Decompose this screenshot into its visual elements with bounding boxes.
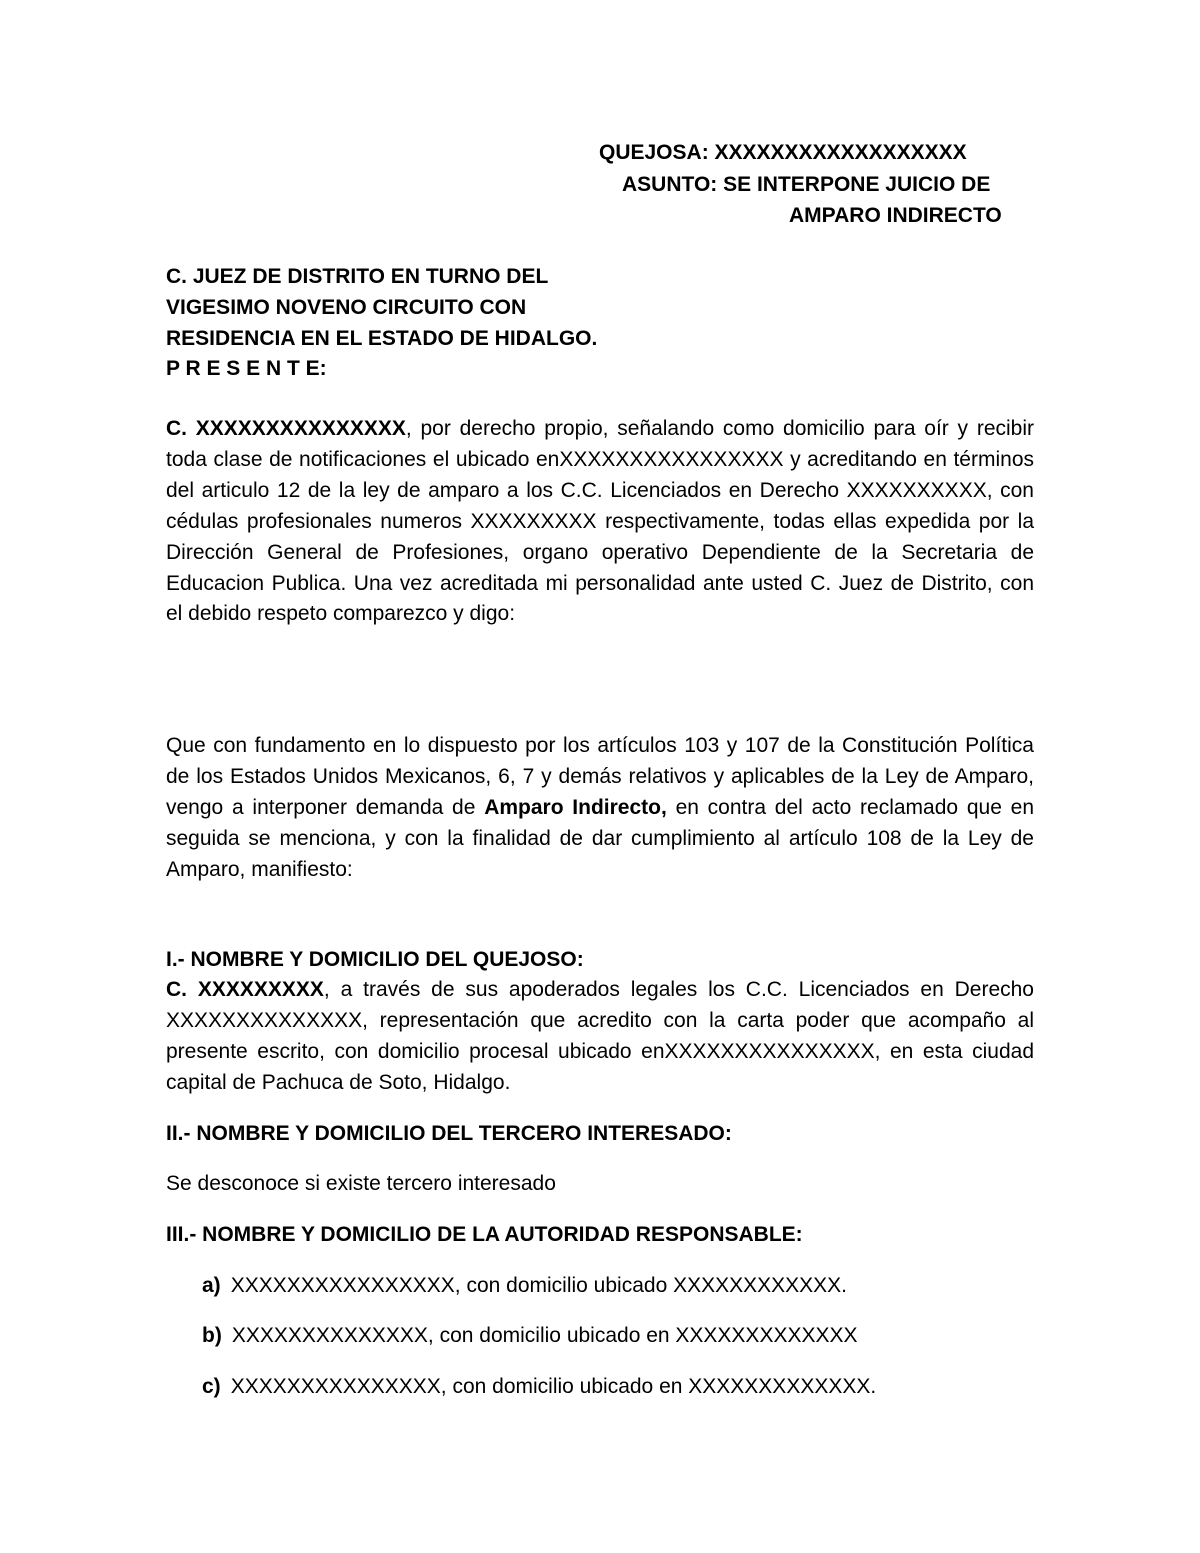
section1-heading: I.- NOMBRE Y DOMICILIO DEL QUEJOSO: (166, 948, 584, 971)
section2-text: Se desconoce si existe tercero interesado (166, 1172, 556, 1195)
fundamento-text-after: en contra del acto reclamado que en seguida se menciona, y con la finalidad de dar cumplimiento al artículo 108 de la Ley de Amparo, manifiesto: (166, 795, 1034, 881)
quejosa-line: QUEJOSA: XXXXXXXXXXXXXXXXXX (599, 141, 967, 164)
fundamento-paragraph (166, 731, 1034, 886)
section1-name: C. XXXXXXXXX (166, 978, 324, 1001)
section2-heading: II.- NOMBRE Y DOMICILIO DEL TERCERO INTERESADO: (166, 1122, 732, 1145)
intro-name: C. XXXXXXXXXXXXXXX (166, 417, 406, 440)
item-label: b) (202, 1324, 222, 1347)
item-label: a) (202, 1274, 221, 1297)
presente-line: P R E S E N T E: (166, 357, 327, 380)
item-text: XXXXXXXXXXXXXXXX, con domicilio ubicado XXXXXXXXXXXX. (230, 1274, 847, 1297)
section1-paragraph (166, 975, 1034, 1099)
intro-paragraph (166, 414, 1034, 630)
section3-heading: III.- NOMBRE Y DOMICILIO DE LA AUTORIDAD RESPONSABLE: (166, 1223, 803, 1246)
item-text: XXXXXXXXXXXXXX, con domicilio ubicado en XXXXXXXXXXXXX (231, 1324, 858, 1347)
item-label: c) (202, 1375, 221, 1398)
authority-item (202, 1271, 847, 1301)
addressee-line-1: C. JUEZ DE DISTRITO EN TURNO DEL (166, 265, 549, 288)
fundamento-text-before: Que con fundamento en lo dispuesto por los artículos 103 y 107 de la Constitución Política de los Estados Unidos Mexicanos, 6, 7 y demás relativos y aplicables de la Ley de Amparo, vengo a interponer demanda de (166, 734, 1034, 819)
authority-item (202, 1372, 876, 1402)
addressee-line-2: VIGESIMO NOVENO CIRCUITO CON (166, 296, 527, 319)
item-text: XXXXXXXXXXXXXXX, con domicilio ubicado en XXXXXXXXXXXXX. (230, 1375, 877, 1398)
asunto-line-2: AMPARO INDIRECTO (789, 204, 1002, 227)
section1-text: , a través de sus apoderados legales los C.C. Licenciados en Derecho XXXXXXXXXXXXXX, representación que acredito con la carta poder que acompaño al presente escrito, con domicilio procesal ubicado enXXXXXXXXXXXXXXX, en esta ciudad capital de Pachuca de Soto, Hidalgo. (166, 978, 1034, 1094)
intro-text: , por derecho propio, señalando como domicilio para oír y recibir toda clase de notificaciones el ubicado enXXXXXXXXXXXXXXXX y acreditando en términos del articulo 12 de la ley de amparo a los C.C. Licenciados en Derecho XXXXXXXXXX, con cédulas profesionales numeros XXXXXXXXX respectivamente, todas ellas expedida por la Dirección General de Profesiones, organo operativo Dependiente de la Secretaria de Educacion Publica. Una vez acreditada mi personalidad ante usted C. Juez de Distrito, con el debido respeto comparezco y digo: (166, 417, 1035, 626)
addressee-line-3: RESIDENCIA EN EL ESTADO DE HIDALGO. (166, 327, 598, 350)
authority-item (202, 1321, 858, 1351)
asunto-line-1: ASUNTO: SE INTERPONE JUICIO DE (622, 173, 991, 196)
fundamento-bold: Amparo Indirecto, (484, 795, 667, 819)
